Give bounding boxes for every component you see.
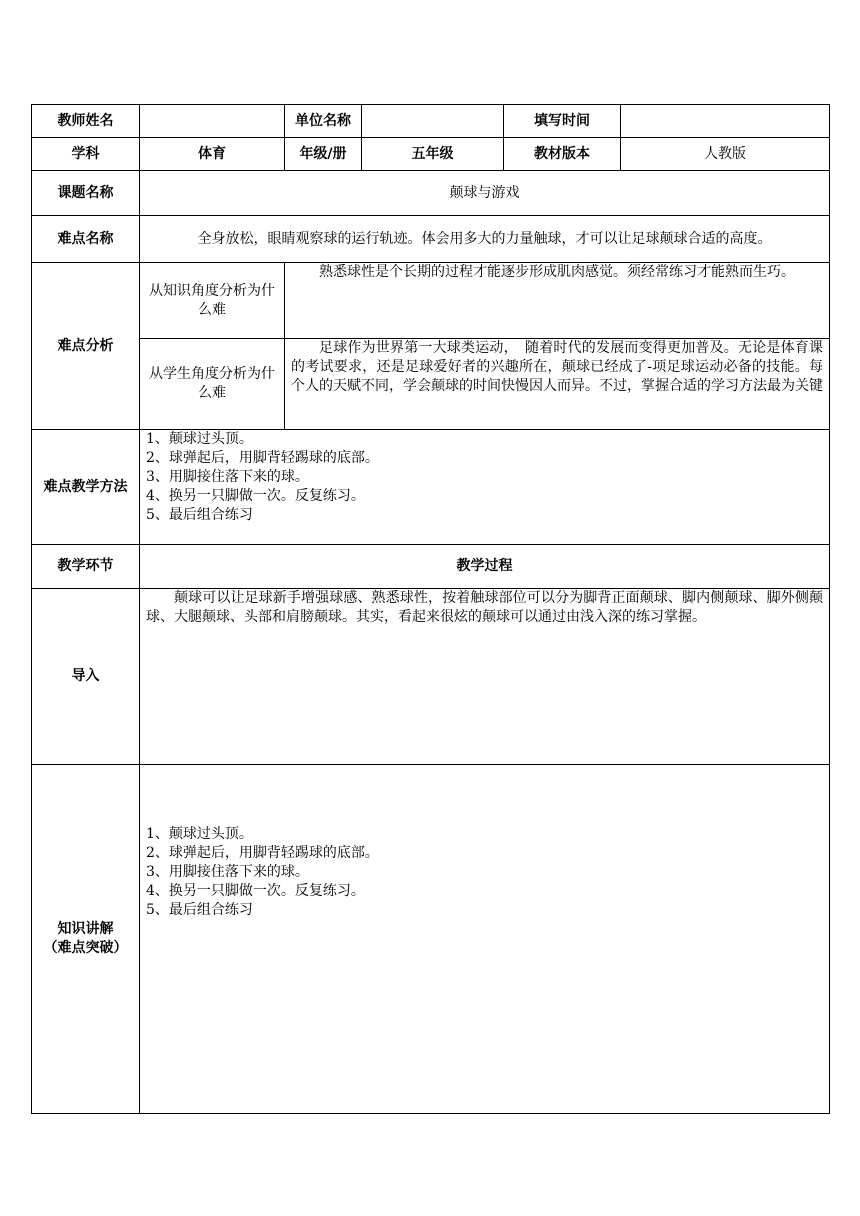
row-analysis-student [32,339,830,430]
explain-steps [140,765,830,1114]
teacher-name-value[interactable] [140,105,285,138]
method-step-3: 3、用脚接住落下来的球。 [146,469,309,485]
lesson-plan-table [31,104,830,1114]
row-subject [32,138,830,171]
topic-value: 颠球与游戏 [140,171,830,216]
method-steps [140,430,830,545]
fill-time-value[interactable] [621,105,830,138]
row-explain [32,765,830,1114]
method-step-5: 5、最后组合练习 [146,507,253,523]
explain-label-line1: 知识讲解 [57,921,114,937]
explain-label-line2: （难点突破） [43,940,128,956]
row-teacher [32,105,830,138]
row-method [32,430,830,545]
method-step-4: 4、换另一只脚做一次。反复练习。 [146,488,365,504]
knowledge-angle-label: 从知识角度分析为什么难 [140,263,285,339]
unit-name-label: 单位名称 [285,105,362,138]
row-topic [32,171,830,216]
explain-step-5: 5、最后组合练习 [146,902,253,918]
explain-step-4: 4、换另一只脚做一次。反复练习。 [146,883,365,899]
difficulty-label: 难点名称 [32,216,140,263]
row-intro [32,589,830,765]
stage-label: 教学环节 [32,545,140,589]
student-angle-label: 从学生角度分析为什么难 [140,339,285,430]
explain-step-1: 1、颠球过头顶。 [146,826,253,842]
analysis-label: 难点分析 [32,263,140,430]
difficulty-value: 全身放松，眼睛观察球的运行轨迹。体会用多大的力量触球，才可以让足球颠球合适的高度。 [140,216,830,263]
topic-label: 课题名称 [32,171,140,216]
grade-label: 年级/册 [285,138,362,171]
student-angle-paragraph: 足球作为世界第一大球类运动， 随着时代的发展而变得更加普及。无论是体育课的考试要求，还是足球爱好者的兴趣所在，颠球已经成了-项足球运动必备的技能。每个人的天赋不同，学会颠球的时间快慢因人而异。不过，掌握合适的学习方法最为关键 [291,340,823,394]
subject-label: 学科 [32,138,140,171]
explain-step-3: 3、用脚接住落下来的球。 [146,864,309,880]
lesson-plan-form [31,104,829,1114]
method-label: 难点教学方法 [32,430,140,545]
subject-value: 体育 [140,138,285,171]
edition-label: 教材版本 [504,138,621,171]
explain-step-2: 2、球弹起后，用脚背轻踢球的底部。 [146,845,379,861]
student-angle-text [285,339,830,430]
row-process-header [32,545,830,589]
grade-value: 五年级 [362,138,504,171]
row-analysis-knowledge [32,263,830,339]
fill-time-label: 填写时间 [504,105,621,138]
intro-paragraph: 颠球可以让足球新手增强球感、熟悉球性，按着触球部位可以分为脚背正面颠球、脚内侧颠球、脚外侧颠球、大腿颠球、头部和肩膀颠球。其实，看起来很炫的颠球可以通过由浅入深的练习掌握。 [146,590,823,625]
knowledge-angle-paragraph: 熟悉球性是个长期的过程才能逐步形成肌肉感觉。须经常练习才能熟而生巧。 [319,264,795,280]
intro-label: 导入 [32,589,140,765]
row-difficulty [32,216,830,263]
process-label: 教学过程 [140,545,830,589]
intro-text [140,589,830,765]
teacher-name-label: 教师姓名 [32,105,140,138]
unit-name-value[interactable] [362,105,504,138]
knowledge-angle-text [285,263,830,339]
method-step-2: 2、球弹起后，用脚背轻踢球的底部。 [146,450,379,466]
edition-value: 人教版 [621,138,830,171]
method-step-1: 1、颠球过头顶。 [146,431,253,447]
explain-label [32,765,140,1114]
